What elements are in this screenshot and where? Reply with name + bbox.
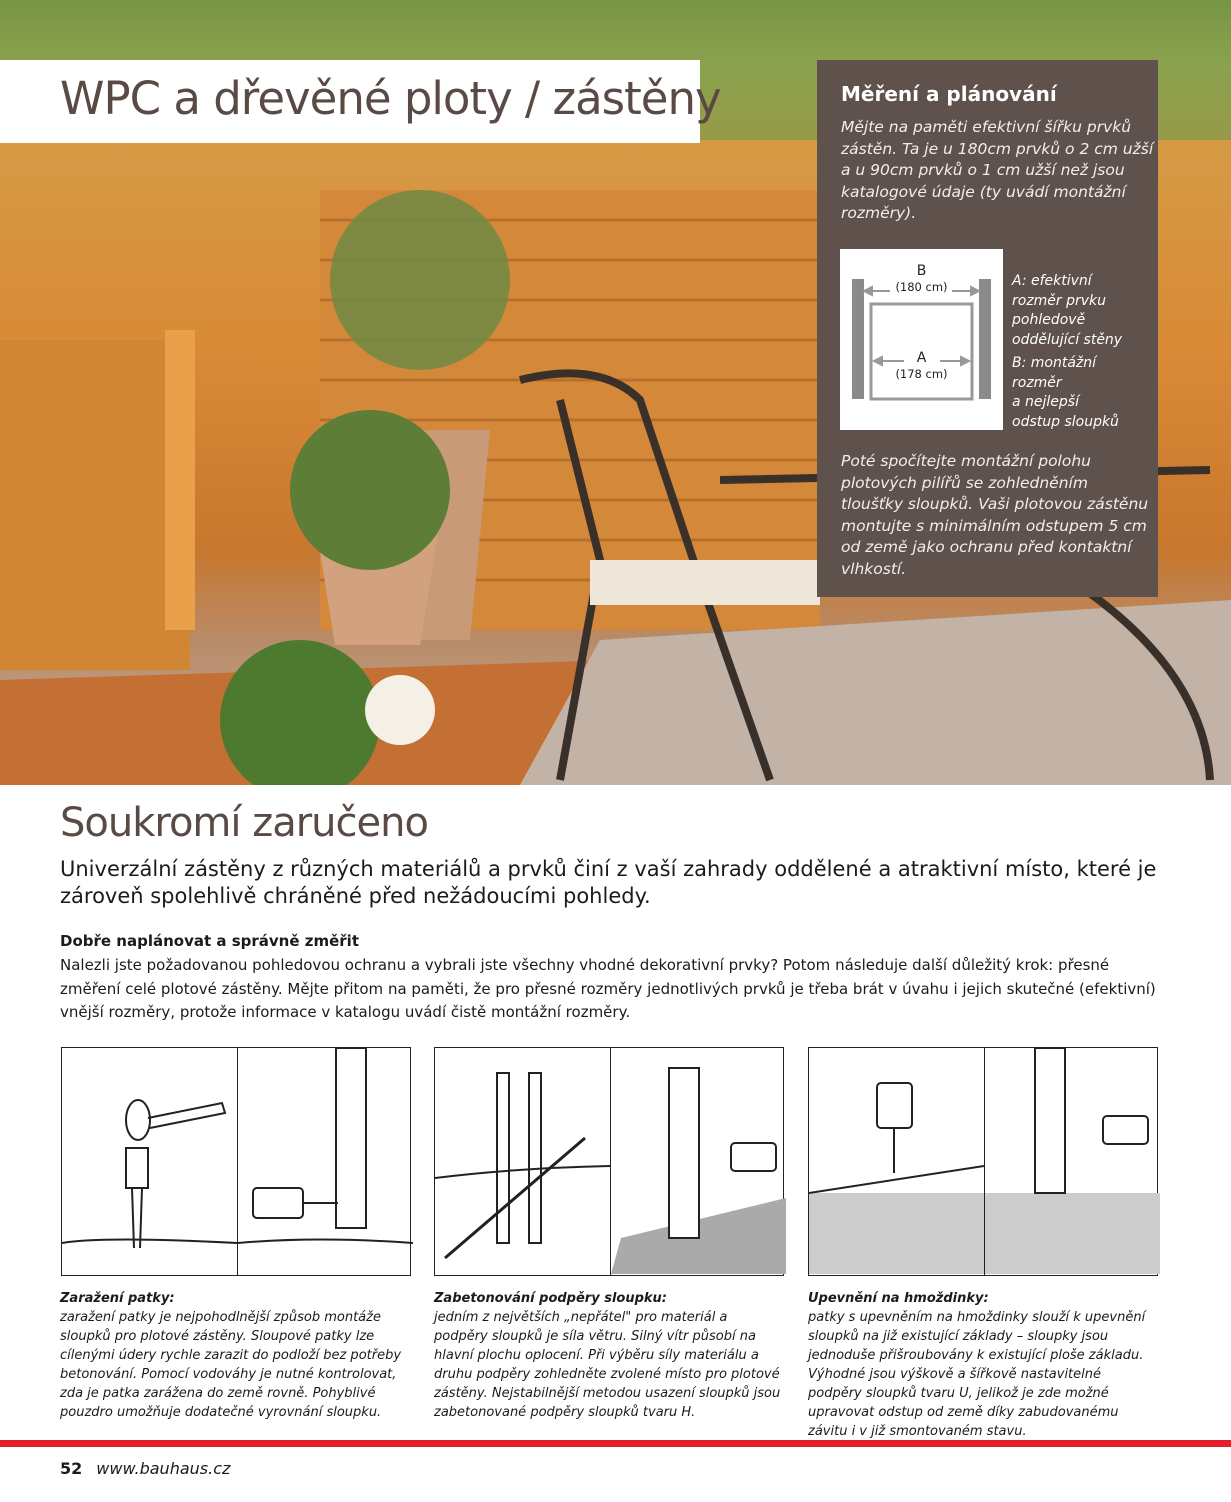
caption-title: Upevnění na hmoždinky: (808, 1291, 989, 1306)
page-title: WPC a dřevěné ploty / zástěny (60, 72, 721, 125)
diagram-legend (1012, 272, 1122, 432)
legend-line: oddělující stěny (1012, 331, 1123, 348)
section-subheading: Dobře naplánovat a správně změřit (60, 932, 359, 950)
concrete-post-icon (611, 1048, 786, 1274)
legend-line: odstup sloupků (1012, 413, 1119, 430)
footer-divider (0, 1440, 1231, 1447)
text-line: katalogové údaje (ty uvádí montážní (841, 182, 1126, 201)
section-lead: Univerzální zástěny z různých materiálů a prvků činí z vaší zahrady oddělené a atraktivní místo, které je zároveň spolehlivě chráněné před nežádoucími pohledy. (60, 857, 1157, 908)
page-number: 52 (60, 1459, 83, 1478)
legend-line: pohledově (1012, 312, 1086, 328)
section-body: Nalezli jste požadovanou pohledovou ochranu a vybrali jste všechny vhodné dekorativní prvky? Potom následuje další důležitý krok: přesné změření celé plotové zástěny. Mějte přitom na paměti, že pro přesné rozměry jednotlivých prvků je třeba brát v úvahu i jejich skutečné (efektivní) vnější rozměry, protože informace v katalogu uvádí čistě montážní rozměry. (60, 956, 1156, 1021)
footer (60, 1459, 230, 1478)
hammer-icon (62, 1048, 237, 1274)
text-line: zástěn. Ta je u 180cm prvků o 2 cm užší (841, 139, 1154, 158)
text-line: Poté spočítejte montážní polohu (841, 452, 1091, 470)
website-link[interactable]: www.bauhaus.cz (96, 1459, 231, 1478)
info-outro (841, 451, 1148, 580)
text-line: Mějte na paměti efektivní šířku prvků (841, 118, 1132, 136)
dimension-b-label: B (916, 263, 927, 279)
caption-text: patky s upevněním na hmoždinky slouží k upevnění sloupků na již existující základy – sloupky jsou jednoduše přišroubovány k existující ploše základu. Výhodné jsou výškově a šířkově nastavitelné podpěry sloupků tvaru U, jelikož je zde možné upravovat odstup od země díky zabudovanému závitu i v již smontovaném stavu. (808, 1310, 1146, 1439)
drill-down-icon (809, 1048, 984, 1274)
caption-text: zaražení patky je nejpohodlnější způsob montáže sloupků pro plotové zástěny. Sloupové patky lze cílenými údery rychle zarazit do podloží bez potřeby betonování. Pomocí vodováhy je nutné kontrolovat, zda je patka zarážena do země rovně. Pohyblivé pouzdro umožňuje dodatečné vyrovnání sloupku. (60, 1310, 402, 1420)
text-line: vlhkostí. (841, 559, 907, 578)
text-line: tloušťky sloupků. Vaši plotovou zástěnu (841, 495, 1149, 513)
dimension-diagram (840, 249, 1003, 430)
legend-line: rozměr (1012, 374, 1062, 391)
text-line: rozměry). (841, 204, 917, 222)
text-line: plotových pilířů se zohledněním (841, 473, 1088, 492)
info-intro (841, 117, 1153, 225)
dimension-a-value: (178 cm) (895, 367, 948, 381)
caption-title: Zaražení patky: (60, 1291, 175, 1306)
h-support-icon (435, 1048, 610, 1274)
legend-line: A: efektivní (1012, 273, 1092, 289)
text-line: a u 90cm prvků o 1 cm užší než jsou (841, 161, 1125, 179)
title-banner (0, 60, 721, 143)
caption-dowel (808, 1289, 1158, 1441)
caption-driving-anchor (60, 1289, 410, 1422)
info-heading: Měření a plánování (841, 82, 1057, 106)
caption-title: Zabetonování podpěry sloupku: (434, 1291, 667, 1306)
legend-line: rozměr prvku (1012, 292, 1107, 309)
illustration-driving-post-anchor (61, 1047, 411, 1276)
drill-icon (238, 1048, 413, 1274)
dimension-a-label: A (916, 350, 927, 366)
section-heading: Soukromí zaručeno (60, 800, 428, 846)
illustration-concreting-post-support (434, 1047, 784, 1276)
text-line: montujte s minimálním odstupem 5 cm (841, 516, 1147, 535)
legend-line: B: montážní (1012, 355, 1097, 371)
dimension-b-value: (180 cm) (895, 280, 948, 294)
legend-line: a nejlepší (1012, 394, 1079, 410)
caption-concreting (434, 1289, 784, 1422)
caption-text: jedním z největších „nepřátel" pro materiál a podpěry sloupků je síla větru. Silný vítr působí na hlavní plochu oplocení. Při výběru síly materiálu a druhu podpěry zohledněte zvolené místo pro plotové zástěny. Nejstabilnější metodou usazení sloupků jsou zabetonované podpěry sloupků tvaru H. (434, 1310, 781, 1420)
measuring-info-box (817, 60, 1158, 597)
illustration-dowel-fixing (808, 1047, 1158, 1276)
text-line: od země jako ochranu před kontaktní (841, 538, 1132, 556)
u-anchor-icon (985, 1048, 1160, 1274)
